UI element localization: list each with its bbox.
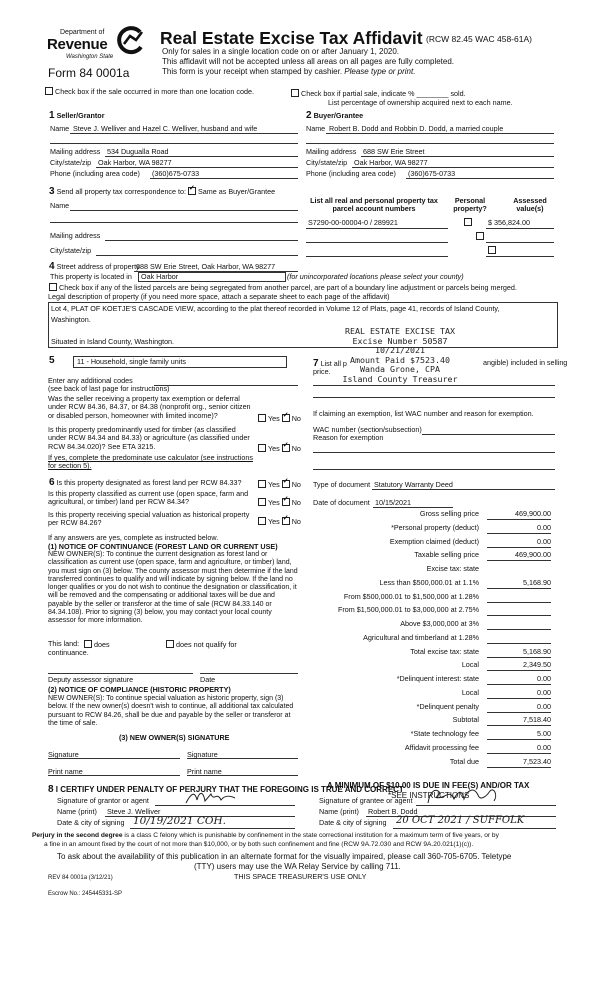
reason-label: Reason for exemption — [313, 433, 384, 442]
tax-row-value[interactable]: 469,900.00 — [487, 551, 551, 561]
perjury-line2: a fine in an amount fixed by the court of not more than $10,000, or by both such confinement and fine (RCW 9A.72.030 and RCW 9A.20.021(1)(c)). — [44, 841, 474, 848]
dept-line1: Department of — [60, 29, 105, 36]
tax-row-value[interactable] — [487, 593, 551, 603]
additional-codes-note: (see back of last page for instructions) — [48, 384, 170, 393]
dept-name: Revenue — [47, 36, 108, 53]
buyer-mail-label: Mailing address — [306, 147, 357, 156]
grantee-date-field[interactable]: 20 OCT 2021 / SUFFOLK — [396, 815, 525, 826]
document-date-field[interactable]: 10/15/2021 — [375, 498, 411, 507]
grantee-name-label: Name (print) — [319, 807, 359, 816]
buyer-city-field[interactable]: Oak Harbor, WA 98277 — [354, 158, 428, 167]
tax-row-label: From $500,000.01 to $1,500,000 at 1.28% — [343, 591, 479, 601]
forest-land-question: 6 Is this property designated as forest land per RCW 84.33? — [49, 477, 242, 488]
additional-codes-label: Enter any additional codes — [48, 376, 133, 385]
does-not-checkbox[interactable]: does not qualify for — [166, 640, 237, 649]
seller-city-field[interactable]: Oak Harbor, WA 98277 — [98, 158, 172, 167]
parcel-number-field[interactable]: S7290-00-00004-0 / 289921 — [308, 218, 398, 227]
buyer-mail-field[interactable]: 688 SW Erie Street — [363, 147, 425, 156]
seller-heading: 1 Seller/Grantor — [49, 110, 105, 121]
new-owner-signature-2[interactable]: Signature — [187, 750, 218, 759]
exemption-note: If claiming an exemption, list WAC number and reason for exemption. — [313, 409, 534, 418]
certify-statement: 8 I CERTIFY UNDER PENALTY OF PERJURY THAT THE FOREGOING IS TRUE AND CORRECT — [48, 784, 404, 795]
tax-row-label: *Delinquent penalty — [416, 701, 479, 711]
located-note: (for unincorporated locations please select your county) — [287, 272, 464, 281]
buyer-city-label: City/state/zip — [306, 158, 348, 167]
tax-row-label: Less than $500,000.01 at 1.1% — [379, 577, 479, 587]
tax-row-label: Taxable selling price — [414, 550, 479, 560]
tax-row-value[interactable]: 0.00 — [487, 744, 551, 754]
exemption-yes-no[interactable]: Yes ✓ No — [258, 414, 301, 423]
legal-description-label: Legal description of property (if you need more space, attach a separate sheet to each page of the affidavit) — [48, 292, 390, 301]
continuance-heading: (1) NOTICE OF CONTINUANCE (FOREST LAND OR CURRENT USE) — [48, 542, 278, 551]
assessed-value-column-header: Assessed value(s) — [513, 196, 547, 214]
partial-sale-note: List percentage of ownership acquired next to each name. — [328, 98, 513, 107]
same-as-buyer-checkbox[interactable] — [188, 187, 196, 195]
seller-phone-label: Phone (including area code) — [50, 169, 140, 178]
continuance-body: NEW OWNER(S): To continue the current designation as forest land or classification as current use (open space, farm and agriculture, or timber) land, you must sign on (3) below. The county assessor must then determine if the land transferred continues to qualify and will indicate by signing below. If the land no longer qualifies or you do not wish to continue the designation or classification, it will be removed and the compensating or additional taxes will be due and payable by the seller or transferor at the time of sale (RCW 84.33.140 or 84.34.108). Prior to signing (3) below, you may contact your local county assessor for more information. — [48, 551, 298, 624]
section7-price: price. — [313, 367, 331, 376]
seller-city-label: City/state/zip — [50, 158, 92, 167]
predominate-use-note: If yes, complete the predominate use calculator (see instructions for section 5). — [48, 453, 253, 471]
continuance-label: continuance. — [48, 648, 89, 657]
tax-row-value[interactable]: 469,900.00 — [487, 510, 551, 520]
tax-row-value[interactable] — [487, 606, 551, 616]
location-select[interactable]: Oak Harbor — [138, 272, 286, 282]
grantor-date-label: Date & city of signing — [57, 818, 125, 827]
seller-name-field[interactable]: Steve J. Welliver and Hazel C. Welliver, husband and wife — [73, 124, 258, 133]
buyer-phone-field[interactable]: (360)675-0733 — [408, 169, 456, 178]
grantor-signature[interactable] — [183, 788, 243, 808]
notice-line3: This form is your receipt when stamped by cashier. Please type or print. — [162, 67, 416, 76]
street-address-row: 4 Street address of property — [49, 261, 140, 272]
does-checkbox[interactable]: does — [84, 640, 110, 649]
section3-mail-label: Mailing address — [50, 231, 101, 240]
document-date-label: Date of document — [313, 498, 370, 507]
notice-line1: Only for sales in a single location code on or after January 1, 2020. — [162, 47, 400, 56]
historic-question: Is this property receiving special valuation as historical property per RCW 84.26? — [48, 510, 250, 528]
see-instructions-note: *SEE INSTRUCTIONS — [388, 791, 470, 800]
tax-row-value[interactable]: 5,168.90 — [487, 579, 551, 589]
tax-row-label: Affidavit processing fee — [404, 742, 479, 752]
exemption-question: Was the seller receiving a property tax exemption or deferral under RCW 84.36, 84.37, or 84.38 (nonprofit org., senior citizen or disabled person, homeowner with limited income)? — [48, 394, 251, 420]
legal-description-box[interactable]: Lot 4, PLAT OF KOETJE'S CASCADE VIEW, according to the plat thereof recorded in Volume 12 of Plats, page 41, records of Island County, Washington. Situated in Island County, Washington. — [48, 302, 558, 348]
seller-phone-field[interactable]: (360)675-0733 — [152, 169, 200, 178]
grantee-signature[interactable] — [424, 785, 504, 807]
grantee-date-label: Date & city of signing — [319, 818, 387, 827]
buyer-name-field[interactable]: Robert B. Dodd and Robbin D. Dodd, a married couple — [329, 124, 504, 133]
tax-row-label: Agricultural and timberland at 1.28% — [363, 632, 479, 642]
deputy-signature-label: Deputy assessor signature — [48, 675, 134, 684]
timber-yes-no[interactable]: Yes ✓ No — [258, 444, 301, 453]
personal-property-checkbox-2[interactable] — [476, 232, 484, 240]
deputy-date-label: Date — [200, 675, 216, 684]
tax-row-label: Gross selling price — [419, 509, 479, 518]
page-title: Real Estate Excise Tax Affidavit — [160, 28, 423, 48]
tax-row-label: Local — [461, 660, 479, 670]
current-use-yes-no[interactable]: Yes ✓ No — [258, 498, 301, 507]
tax-row-value[interactable]: 0.00 — [487, 524, 551, 534]
revision-number: REV 84 0001a (3/12/21) — [48, 875, 113, 881]
personal-property-checkbox-1[interactable] — [464, 218, 472, 226]
wac-label: WAC number (section/subsection) — [313, 425, 422, 434]
section3-heading: 3 Send all property tax correspondence to: ✓ Same as Buyer/Grantee — [49, 186, 275, 198]
section7-label: 7 List all p — [313, 358, 347, 369]
tax-row-label: Above $3,000,000 at 3% — [400, 619, 479, 628]
multi-location-checkbox[interactable]: Check box if the sale occurred in more than one location code. — [45, 87, 254, 96]
historic-yes-no[interactable]: Yes ✓ No — [258, 517, 301, 526]
land-use-code-select[interactable]: 11 - Household, single family units — [73, 356, 287, 368]
tax-row-label: Total due — [449, 756, 479, 766]
new-owner-signature-heading: (3) NEW OWNER(S) SIGNATURE — [119, 733, 230, 742]
tax-row-value[interactable]: 5.00 — [487, 730, 551, 740]
tax-row-value[interactable]: 0.00 — [487, 675, 551, 685]
alt-format-line1: To ask about the availability of this publication in an alternate format for the visually impaired, please call 360-705-6705. Teletype — [57, 852, 512, 861]
assessed-value-field[interactable]: $ 356,824.00 — [488, 218, 530, 227]
grantor-name-field[interactable]: Steve J. Welliver — [107, 807, 161, 816]
tax-row-value[interactable] — [487, 634, 551, 644]
tax-row-label: From $1,500,000.01 to $3,000,000 at 2.75% — [337, 605, 479, 615]
grantor-date-field[interactable]: 10/19/2021 COH. — [133, 815, 226, 827]
grantee-name-field[interactable]: Robert B. Dodd — [368, 807, 418, 816]
grantee-signature-label: Signature of grantee or agent — [319, 796, 413, 805]
parcel-column-header: List all real and personal property tax parcel account numbers — [310, 196, 438, 214]
tax-row-label: Local — [461, 687, 479, 697]
buyer-heading: 2 Buyer/Grantee — [306, 110, 364, 121]
tax-row-value[interactable]: 7,518.40 — [487, 716, 551, 726]
seller-mail-field[interactable]: 534 Dugualla Road — [107, 147, 169, 156]
located-label: This property is located in — [50, 272, 132, 281]
alt-format-line2: (TTY) users may use the WA Relay Service by calling 711. — [194, 862, 401, 871]
form-number: Form 84 0001a — [48, 66, 130, 80]
new-owner-print-2[interactable]: Print name — [187, 767, 222, 776]
segregated-checkbox[interactable]: Check box if any of the listed parcels are being segregated from another parcel, are part of a boundary line adjustment or parcels being merged. — [49, 283, 517, 292]
treasurer-use-label: THIS SPACE TREASURER'S USE ONLY — [234, 872, 367, 881]
seller-mail-label: Mailing address — [50, 147, 101, 156]
grantor-signature-label: Signature of grantor or agent — [57, 796, 149, 805]
minimum-fee-note: A MINIMUM OF $10.00 IS DUE IN FEE(S) AND/OR TAX — [327, 781, 530, 790]
tax-row-value[interactable]: 0.00 — [487, 689, 551, 699]
tax-row-label: Excise tax: state — [426, 564, 479, 573]
tax-row-label: Total excise tax: state — [410, 646, 479, 656]
tax-row-label: *Delinquent interest: state — [396, 674, 479, 683]
tax-row-value[interactable]: 7,523.40 — [487, 758, 551, 768]
tax-row-label: Exemption claimed (deduct) — [389, 536, 479, 546]
tax-row-value[interactable]: 0.00 — [487, 703, 551, 713]
buyer-phone-label: Phone (including area code) — [306, 169, 396, 178]
current-use-question: Is this property classified as current use (open space, farm and agricultural, or timber) land per RCW 84.34? — [48, 489, 249, 507]
if-yes-note: If any answers are yes, complete as instructed below. — [48, 533, 219, 542]
rcw-reference: (RCW 82.45 WAC 458-61A) — [426, 34, 532, 44]
escrow-number: Escrow No.: 245445331-SP — [48, 891, 123, 897]
this-land-label: This land: — [48, 639, 80, 648]
revenue-logo-icon — [114, 26, 144, 56]
tax-row-label: *State technology fee — [410, 729, 479, 738]
grantor-name-label: Name (print) — [57, 807, 97, 816]
personal-property-checkbox-3[interactable] — [488, 246, 496, 254]
street-address-field[interactable]: 688 SW Erie Street, Oak Harbor, WA 98277 — [136, 262, 276, 271]
personal-property-column-header: Personal property? — [453, 196, 487, 214]
perjury-line1: Perjury in the second degree is a class C felony which is punishable by confinement in the state correctional institution for a maximum term of five years, or by — [32, 832, 499, 839]
forest-yes-no[interactable]: Yes ✓ No — [258, 480, 301, 489]
document-type-field[interactable]: Statutory Warranty Deed — [374, 480, 453, 489]
document-type-label: Type of document — [313, 480, 371, 489]
compliance-heading: (2) NOTICE OF COMPLIANCE (HISTORIC PROPERTY) — [48, 685, 231, 694]
compliance-body: NEW OWNER(S): To continue special valuation as historic property, sign (3) below. If the new owner(s) doesn't wish to continue, all additional tax calculated pursuant to RCW 84.26, shall be due and payable by the seller or transferor at the time of sale. — [48, 695, 294, 727]
partial-sale-checkbox[interactable]: Check box if partial sale, indicate % ________ sold. — [291, 89, 466, 98]
dept-state: Washington State — [66, 54, 114, 60]
seller-name-label: Name — [50, 124, 70, 133]
tax-row-value[interactable]: 5,168.90 — [487, 648, 551, 658]
section3-city-label: City/state/zip — [50, 246, 92, 255]
tax-row-value[interactable]: 0.00 — [487, 538, 551, 548]
section3-name-label: Name — [50, 201, 70, 210]
tax-row-label: Subtotal — [452, 715, 479, 725]
tax-row-value[interactable] — [487, 620, 551, 630]
excise-paid-stamp: REAL ESTATE EXCISE TAX Excise Number 50587 10/21/2021 Amount Paid $7523.40 Wanda Grone, CPA Island County Treasurer — [342, 326, 458, 384]
new-owner-signature-1[interactable]: Signature — [48, 750, 79, 759]
timber-question: Is this property predominantly used for timber (as classified under RCW 84.34 and 84.33) or agriculture (as classified under RCW 84.34.020)? See ETA 3215. — [48, 425, 250, 451]
section5-number: 5 — [49, 355, 55, 366]
tax-row-value[interactable]: 2,349.50 — [487, 661, 551, 671]
notice-line2: This affidavit will not be accepted unless all areas on all pages are fully completed. — [162, 57, 455, 66]
new-owner-print-1[interactable]: Print name — [48, 767, 83, 776]
buyer-name-label: Name — [306, 124, 326, 133]
tax-row-label: *Personal property (deduct) — [391, 522, 479, 532]
section7-label-tail: angible) included in selling — [483, 358, 568, 367]
